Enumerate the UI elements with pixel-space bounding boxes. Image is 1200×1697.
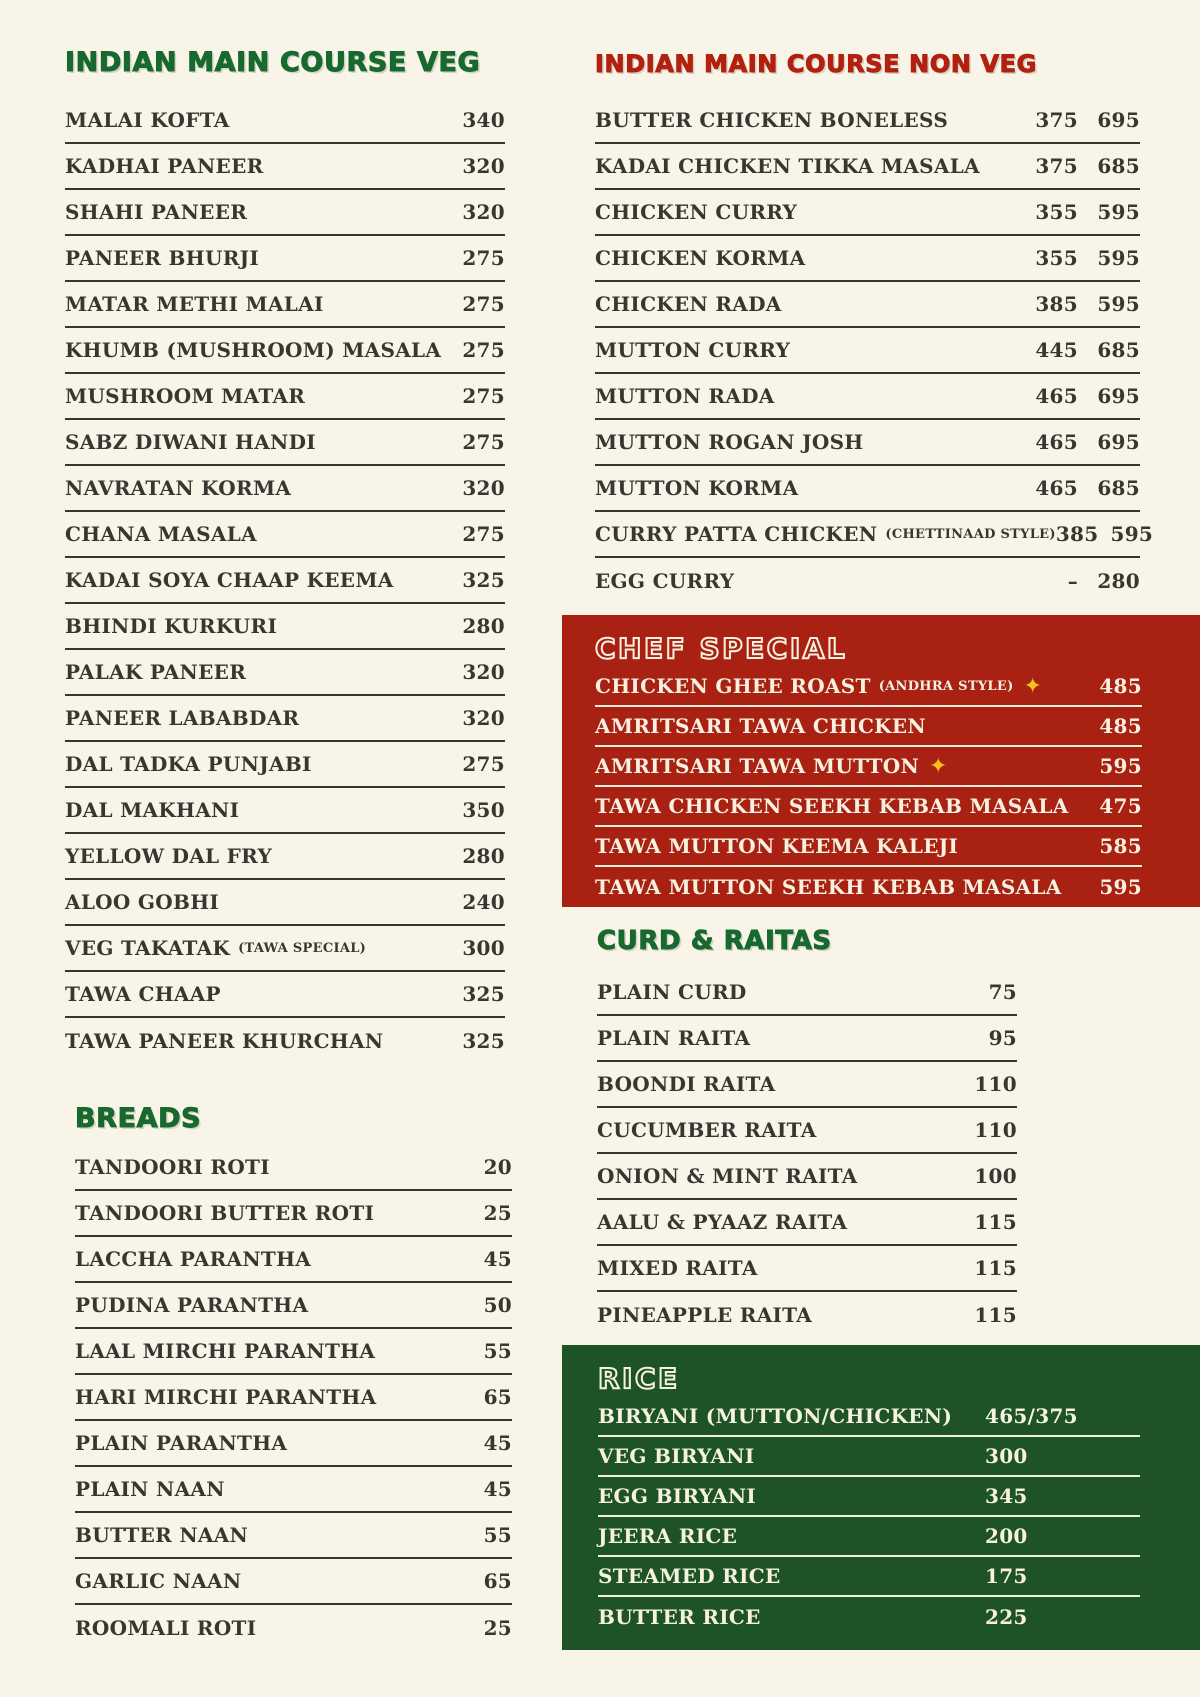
- menu-item-row: [75, 1513, 512, 1559]
- item-price: 325: [462, 1029, 505, 1053]
- item-name: KADAI CHICKEN TIKKA MASALA: [595, 154, 980, 178]
- item-price-half: 355: [1035, 246, 1078, 270]
- section-title-rice: RICE: [598, 1362, 680, 1395]
- item-name: ONION & MINT RAITA: [597, 1164, 858, 1188]
- item-price: 25: [483, 1201, 512, 1225]
- rice-box: [562, 1345, 1200, 1650]
- menu-item-row: [75, 1145, 512, 1191]
- item-price-half: 465: [1035, 430, 1078, 454]
- item-name: BUTTER CHICKEN BONELESS: [595, 108, 949, 132]
- menu-item-row: [65, 190, 505, 236]
- item-name: MUSHROOM MATAR: [65, 384, 306, 408]
- item-price: 225: [985, 1605, 1028, 1629]
- chef-special-item-list: [595, 667, 1142, 907]
- veg-item-list: [65, 98, 505, 1064]
- menu-item-row: [595, 420, 1140, 466]
- sparkle-icon: ✦: [1023, 673, 1043, 699]
- item-price: 20: [483, 1155, 512, 1179]
- item-name: CHANA MASALA: [65, 522, 257, 546]
- item-price-full: 695: [1097, 430, 1140, 454]
- item-price-half: 375: [1035, 154, 1078, 178]
- item-name: DAL MAKHANI: [65, 798, 240, 822]
- item-name: EGG BIRYANI: [598, 1484, 757, 1508]
- item-note: (CHETTINAAD STYLE): [885, 526, 1056, 542]
- item-price: 275: [462, 430, 505, 454]
- item-price-full: 685: [1097, 154, 1140, 178]
- item-price-full: 685: [1097, 338, 1140, 362]
- item-name: PLAIN CURD: [597, 980, 747, 1004]
- item-name: BOONDI RAITA: [597, 1072, 776, 1096]
- item-price: 175: [985, 1564, 1028, 1588]
- item-name: CURRY PATTA CHICKEN: [595, 522, 878, 546]
- menu-item-row: [65, 466, 505, 512]
- item-price: 300: [462, 936, 505, 960]
- item-name: TAWA CHICKEN SEEKH KEBAB MASALA: [595, 794, 1069, 818]
- menu-item-row: [595, 374, 1140, 420]
- item-price: 240: [462, 890, 505, 914]
- menu-item-row: [597, 1292, 1017, 1338]
- menu-item-row: [597, 1154, 1017, 1200]
- item-name: AALU & PYAAZ RAITA: [597, 1210, 848, 1234]
- item-price-half: –: [1067, 569, 1078, 593]
- item-name: VEG BIRYANI: [598, 1444, 755, 1468]
- item-price: 485: [1099, 674, 1142, 698]
- item-price: 300: [985, 1444, 1028, 1468]
- section-curd-and-raitas: [597, 925, 1017, 1338]
- item-price-half: 385: [1035, 292, 1078, 316]
- menu-item-row: [75, 1283, 512, 1329]
- item-name: VEG TAKATAK: [65, 936, 231, 960]
- item-price-half: 385: [1055, 522, 1099, 546]
- menu-item-row: [65, 880, 505, 926]
- menu-item-row: [595, 98, 1140, 144]
- item-price: 275: [462, 384, 505, 408]
- item-name: SHAHI PANEER: [65, 200, 248, 224]
- menu-item-row: [65, 282, 505, 328]
- item-price: 50: [483, 1293, 512, 1317]
- menu-item-row: [65, 650, 505, 696]
- item-price: 55: [483, 1523, 512, 1547]
- menu-item-row: [595, 328, 1140, 374]
- item-name: PLAIN PARANTHA: [75, 1431, 288, 1455]
- menu-item-row: [65, 834, 505, 880]
- menu-item-row: [595, 190, 1140, 236]
- item-price: 595: [1099, 875, 1142, 899]
- item-price: 350: [462, 798, 505, 822]
- menu-item-row: [598, 1557, 1140, 1597]
- item-price: 115: [974, 1210, 1017, 1234]
- item-price-full: 595: [1097, 292, 1140, 316]
- item-name: LACCHA PARANTHA: [75, 1247, 312, 1271]
- item-price: 340: [462, 108, 505, 132]
- item-price: 65: [483, 1385, 512, 1409]
- item-price-half: 355: [1035, 200, 1078, 224]
- item-price: 115: [974, 1256, 1017, 1280]
- item-name: LAAL MIRCHI PARANTHA: [75, 1339, 376, 1363]
- menu-item-row: [65, 604, 505, 650]
- item-name: STEAMED RICE: [598, 1564, 781, 1588]
- item-price: 275: [462, 246, 505, 270]
- item-price: 585: [1099, 834, 1142, 858]
- item-price: 275: [462, 292, 505, 316]
- menu-item-row: [595, 512, 1154, 558]
- breads-item-list: [75, 1145, 512, 1651]
- menu-item-row: [595, 747, 1142, 787]
- item-name: NAVRATAN KORMA: [65, 476, 292, 500]
- section-title-chef-special: CHEF SPECIAL: [595, 632, 848, 665]
- item-price: 45: [483, 1477, 512, 1501]
- menu-item-row: [65, 98, 505, 144]
- menu-item-row: [65, 742, 505, 788]
- menu-item-row: [595, 707, 1142, 747]
- item-price: 320: [462, 706, 505, 730]
- item-name: AMRITSARI TAWA CHICKEN: [595, 714, 926, 738]
- menu-item-row: [65, 926, 505, 972]
- menu-item-row: [75, 1559, 512, 1605]
- item-price: 465/375: [985, 1404, 1078, 1428]
- item-price: 320: [462, 154, 505, 178]
- item-price-full: 695: [1097, 108, 1140, 132]
- item-name: TAWA PANEER KHURCHAN: [65, 1029, 384, 1053]
- menu-item-row: [595, 787, 1142, 827]
- item-price: 100: [974, 1164, 1017, 1188]
- section-title-veg: INDIAN MAIN COURSE VEG: [65, 47, 481, 78]
- item-price: 25: [483, 1616, 512, 1640]
- item-price-full: 280: [1097, 569, 1140, 593]
- item-price-full: 595: [1097, 246, 1140, 270]
- section-indian-main-course-non-veg: [595, 49, 1154, 604]
- item-name: TAWA MUTTON SEEKH KEBAB MASALA: [595, 875, 1062, 899]
- menu-item-row: [65, 558, 505, 604]
- item-name: MUTTON CURRY: [595, 338, 791, 362]
- menu-item-row: [595, 282, 1140, 328]
- section-breads: [75, 1102, 512, 1651]
- menu-item-row: [598, 1597, 1140, 1637]
- item-price-full: 595: [1110, 522, 1154, 546]
- menu-item-row: [597, 970, 1017, 1016]
- menu-item-row: [595, 558, 1140, 604]
- menu-item-row: [75, 1605, 512, 1651]
- item-name: PALAK PANEER: [65, 660, 247, 684]
- rice-item-list: [598, 1397, 1140, 1637]
- item-name: BIRYANI (MUTTON/CHICKEN): [598, 1404, 953, 1428]
- item-name: DAL TADKA PUNJABI: [65, 752, 312, 776]
- item-name: YELLOW DAL FRY: [65, 844, 273, 868]
- item-price-half: 445: [1035, 338, 1078, 362]
- chef-special-box: [562, 615, 1200, 907]
- item-note: (TAWA SPECIAL): [238, 940, 367, 956]
- item-name: KADHAI PANEER: [65, 154, 264, 178]
- menu-item-row: [65, 788, 505, 834]
- menu-item-row: [75, 1237, 512, 1283]
- item-price-half: 465: [1035, 476, 1078, 500]
- item-price: 280: [462, 614, 505, 638]
- item-name: BUTTER RICE: [598, 1605, 761, 1629]
- menu-item-row: [75, 1329, 512, 1375]
- item-price-half: 375: [1035, 108, 1078, 132]
- item-price: 595: [1099, 754, 1142, 778]
- item-price: 110: [974, 1072, 1017, 1096]
- menu-item-row: [65, 144, 505, 190]
- item-price: 115: [974, 1303, 1017, 1327]
- item-price-full: 595: [1097, 200, 1140, 224]
- item-name: CHICKEN CURRY: [595, 200, 798, 224]
- menu-item-row: [65, 374, 505, 420]
- section-title-breads: BREADS: [75, 1103, 202, 1134]
- item-price: 45: [483, 1247, 512, 1271]
- item-name: GARLIC NAAN: [75, 1569, 242, 1593]
- menu-item-row: [65, 420, 505, 466]
- item-price: 275: [462, 522, 505, 546]
- menu-item-row: [595, 466, 1140, 512]
- item-name: PUDINA PARANTHA: [75, 1293, 309, 1317]
- item-price: 320: [462, 660, 505, 684]
- item-price: 55: [483, 1339, 512, 1363]
- menu-item-row: [65, 972, 505, 1018]
- item-name: ALOO GOBHI: [65, 890, 220, 914]
- item-name: PINEAPPLE RAITA: [597, 1303, 813, 1327]
- item-price: 485: [1099, 714, 1142, 738]
- item-price: 95: [988, 1026, 1017, 1050]
- item-price: 280: [462, 844, 505, 868]
- item-price: 275: [462, 338, 505, 362]
- item-name: EGG CURRY: [595, 569, 735, 593]
- menu-item-row: [65, 1018, 505, 1064]
- item-price: 75: [988, 980, 1017, 1004]
- item-name: PANEER LABABDAR: [65, 706, 300, 730]
- item-name: KHUMB (MUSHROOM) MASALA: [65, 338, 442, 362]
- menu-item-row: [598, 1517, 1140, 1557]
- menu-item-row: [65, 512, 505, 558]
- item-price: 320: [462, 200, 505, 224]
- menu-item-row: [597, 1016, 1017, 1062]
- menu-item-row: [65, 328, 505, 374]
- menu-item-row: [598, 1397, 1140, 1437]
- item-price: 45: [483, 1431, 512, 1455]
- sparkle-icon: ✦: [929, 753, 948, 779]
- menu-item-row: [595, 144, 1140, 190]
- menu-item-row: [75, 1375, 512, 1421]
- menu-item-row: [595, 867, 1142, 907]
- item-price-full: 685: [1097, 476, 1140, 500]
- section-title-nonveg: INDIAN MAIN COURSE NON VEG: [595, 50, 1037, 78]
- item-name: AMRITSARI TAWA MUTTON: [595, 754, 920, 778]
- item-name: MUTTON RADA: [595, 384, 775, 408]
- nonveg-item-list: [595, 98, 1154, 604]
- item-name: SABZ DIWANI HANDI: [65, 430, 316, 454]
- item-name: TANDOORI ROTI: [75, 1155, 270, 1179]
- item-price-full: 695: [1097, 384, 1140, 408]
- section-title-curd: CURD & RAITAS: [597, 926, 832, 956]
- item-name: BHINDI KURKURI: [65, 614, 278, 638]
- menu-item-row: [598, 1437, 1140, 1477]
- menu-item-row: [75, 1467, 512, 1513]
- item-price: 65: [483, 1569, 512, 1593]
- item-price: 345: [985, 1484, 1028, 1508]
- item-name: PLAIN NAAN: [75, 1477, 225, 1501]
- item-price-half: 465: [1035, 384, 1078, 408]
- item-name: PANEER BHURJI: [65, 246, 260, 270]
- item-name: BUTTER NAAN: [75, 1523, 249, 1547]
- item-price: 275: [462, 752, 505, 776]
- item-price: 110: [974, 1118, 1017, 1142]
- menu-item-row: [598, 1477, 1140, 1517]
- menu-item-row: [595, 827, 1142, 867]
- item-name: ROOMALI ROTI: [75, 1616, 257, 1640]
- item-price: 325: [462, 568, 505, 592]
- menu-item-row: [595, 236, 1140, 282]
- curd-item-list: [597, 970, 1017, 1338]
- item-name: PLAIN RAITA: [597, 1026, 751, 1050]
- item-name: CHICKEN KORMA: [595, 246, 806, 270]
- item-price: 320: [462, 476, 505, 500]
- item-name: TANDOORI BUTTER ROTI: [75, 1201, 375, 1225]
- menu-item-row: [75, 1191, 512, 1237]
- menu-item-row: [595, 667, 1142, 707]
- menu-item-row: [65, 696, 505, 742]
- item-name: MATAR METHI MALAI: [65, 292, 324, 316]
- menu-item-row: [597, 1062, 1017, 1108]
- item-name: JEERA RICE: [598, 1524, 738, 1548]
- menu-item-row: [597, 1246, 1017, 1292]
- item-name: HARI MIRCHI PARANTHA: [75, 1385, 377, 1409]
- item-name: MUTTON KORMA: [595, 476, 799, 500]
- item-note: (ANDHRA STYLE): [878, 678, 1014, 694]
- menu-item-row: [597, 1108, 1017, 1154]
- menu-item-row: [65, 236, 505, 282]
- item-name: CUCUMBER RAITA: [597, 1118, 817, 1142]
- item-name: MIXED RAITA: [597, 1256, 758, 1280]
- menu-item-row: [597, 1200, 1017, 1246]
- item-name: MUTTON ROGAN JOSH: [595, 430, 864, 454]
- item-price: 475: [1099, 794, 1142, 818]
- item-name: CHICKEN RADA: [595, 292, 782, 316]
- item-name: TAWA MUTTON KEEMA KALEJI: [595, 834, 959, 858]
- item-price: 325: [462, 982, 505, 1006]
- item-name: MALAI KOFTA: [65, 108, 230, 132]
- item-price: 200: [985, 1524, 1028, 1548]
- item-name: TAWA CHAAP: [65, 982, 221, 1006]
- item-name: KADAI SOYA CHAAP KEEMA: [65, 568, 394, 592]
- section-indian-main-course-veg: [65, 46, 505, 1064]
- menu-item-row: [75, 1421, 512, 1467]
- item-name: CHICKEN GHEE ROAST: [595, 674, 871, 698]
